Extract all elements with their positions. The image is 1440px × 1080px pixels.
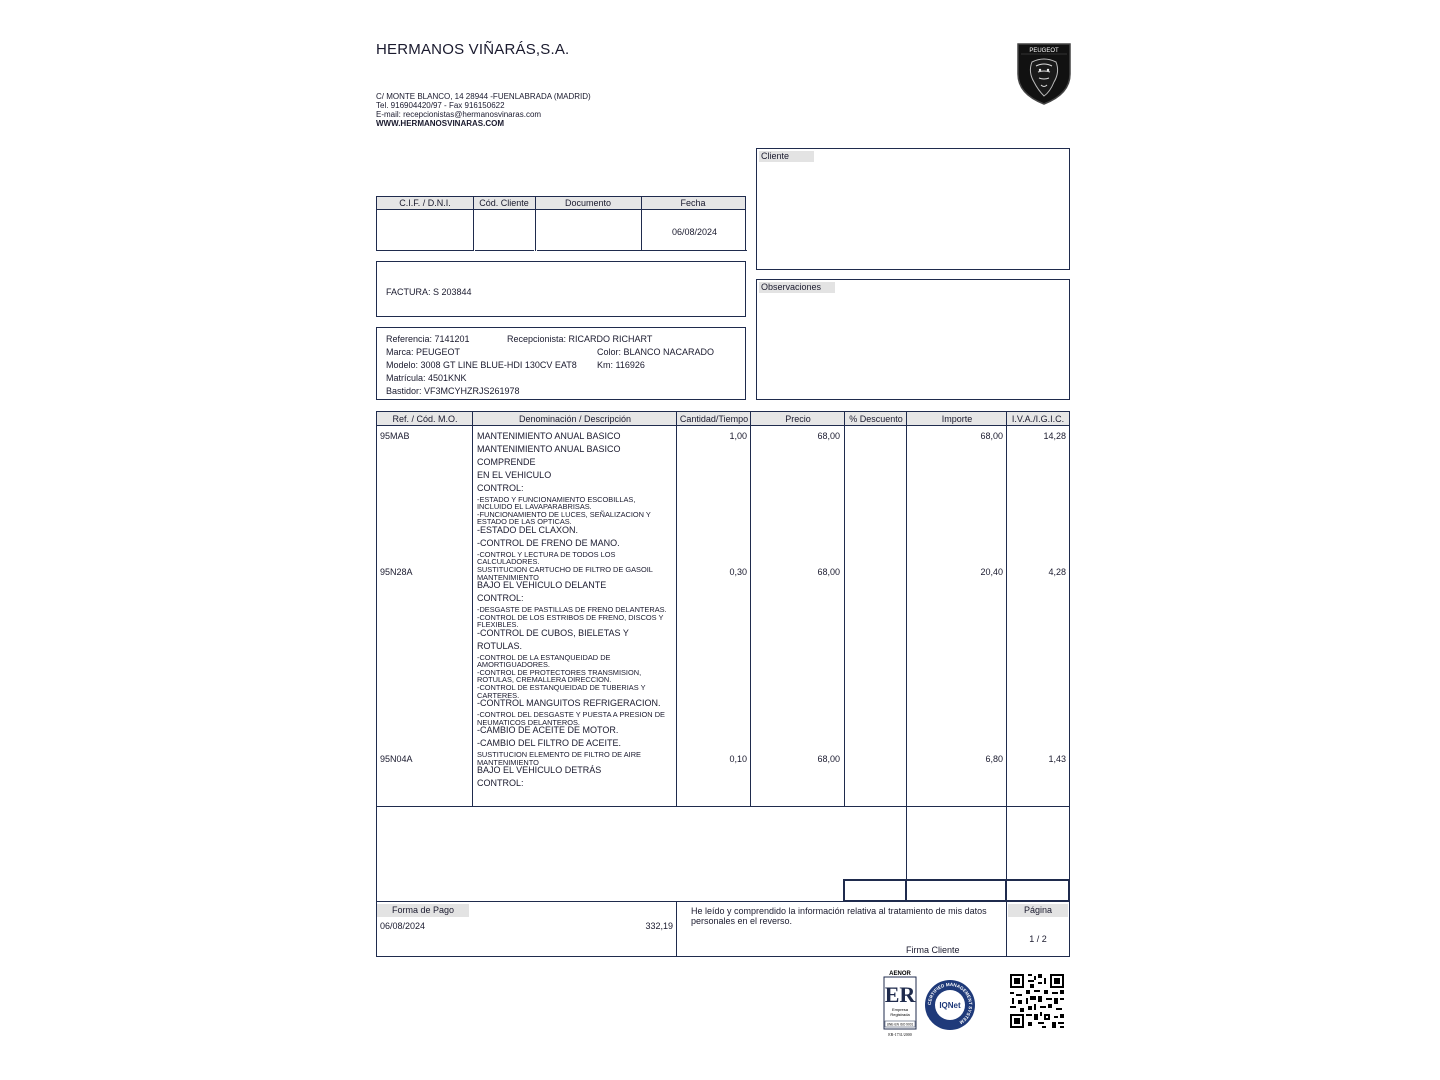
row-3-ref: 95N04A (380, 754, 413, 764)
description-line: -CONTROL DE LOS ESTRIBOS DE FRENO, DISCOS Y (477, 612, 664, 622)
col-header-discount: % Descuento (845, 412, 907, 426)
company-email: E-mail: recepcionistas@hermanosvinaras.com (376, 110, 542, 119)
description-line: -CONTROL DE LA ESTANQUEIDAD DE (477, 652, 611, 662)
id-header-cif: C.I.F. / D.N.I. (377, 197, 473, 210)
aenor-er: ER (884, 982, 916, 1007)
row-1-vat: 14,28 (1043, 431, 1066, 441)
row-1-price: 68,00 (817, 431, 840, 441)
vehicle-color: Color: BLANCO NACARADO (597, 347, 715, 357)
iqnet-ring-text: CERTIFIED MANAGEMENT SYSTEM (926, 981, 974, 1025)
description-line: -CONTROL DE FRENO DE MANO. (477, 537, 620, 548)
page-number: 1 / 2 (1029, 934, 1047, 944)
description-line: CONTROL: (477, 482, 524, 493)
description-line: -CAMBIO DE ACEITE DE MOTOR. (477, 725, 619, 736)
col-header-amount: Importe (907, 412, 1007, 426)
privacy-text-1: He leído y comprendido la información relativa al tratamiento de mis datos (691, 906, 987, 916)
id-header-document: Documento (535, 197, 641, 210)
col-header-ref: Ref. / Cód. M.O. (377, 412, 473, 426)
row-1-qty: 1,00 (729, 431, 747, 441)
description-line: -ESTADO DEL CLAXON. (477, 524, 579, 535)
description-line: INCLUIDO EL LAVAPARABRISAS. (477, 502, 592, 512)
peugeot-logo (1014, 40, 1074, 106)
description-line: -CAMBIO DEL FILTRO DE ACEITE. (477, 738, 622, 749)
vehicle-box (376, 327, 746, 400)
description-line: COMPRENDE (477, 456, 536, 467)
vehicle-km: Km: 116926 (597, 360, 645, 370)
col-header-quantity: Cantidad/Tiempo (677, 412, 751, 426)
col-header-description: Denominación / Descripción (473, 412, 677, 426)
row-2-qty: 0,30 (729, 567, 747, 577)
total-amount-box (905, 879, 1007, 902)
description-line: ESTADO DE LAS OPTICAS. (477, 517, 572, 527)
row-2-vat: 4,28 (1048, 567, 1066, 577)
page-label: Página (1008, 904, 1068, 917)
observations-box (756, 279, 1070, 400)
description-line: NEUMATICOS DELANTEROS. (477, 717, 580, 727)
vehicle-reference: Referencia: 7141201 (386, 334, 470, 344)
description-line: BAJO EL VEHICULO DETRÁS (477, 765, 602, 776)
row-3-vat: 1,43 (1048, 754, 1066, 764)
row-2-price: 68,00 (817, 567, 840, 577)
description-line: SUSTITUCION CARTUCHO DE FILTRO DE GASOIL (477, 564, 653, 574)
payment-amount: 332,19 (645, 921, 673, 931)
id-header-date: Fecha (641, 197, 745, 210)
description-line: -CONTROL DE PROTECTORES TRANSMISION, (477, 667, 642, 677)
iqnet-badge (924, 979, 976, 1031)
description-line: -DESGASTE DE PASTILLAS DE FRENO DELANTERAS. (477, 604, 667, 614)
company-web: WWW.HERMANOSVINARAS.COM (376, 119, 504, 128)
total-discount-box (843, 879, 907, 902)
id-table (376, 196, 746, 251)
description-line: EN EL VEHICULO (477, 469, 552, 480)
description-line: ROTULAS. (477, 640, 523, 651)
company-name: HERMANOS VIÑARÁS,S.A. (376, 41, 570, 58)
company-phone: Tel. 916904420/97 - Fax 916150622 (376, 101, 505, 110)
row-2-ref: 95N28A (380, 567, 413, 577)
description-line: BAJO EL VEHICULO DELANTE (477, 580, 607, 591)
observations-label: Observaciones (759, 282, 835, 293)
description-line: CALCULADORES. (477, 557, 540, 567)
aenor-norm: UNE-EN ISO 9001 (886, 1022, 914, 1027)
invoice-number: FACTURA: S 203844 (386, 287, 472, 297)
description-line: MANTENIMIENTO ANUAL BASICO (477, 443, 621, 454)
vehicle-model: Modelo: 3008 GT LINE BLUE-HDI 130CV EAT8 (386, 360, 577, 370)
row-2-amount: 20,40 (980, 567, 1003, 577)
privacy-text-2: personales en el reverso. (691, 916, 793, 926)
iqnet-text: IQNet (939, 1001, 961, 1010)
row-1-amount: 68,00 (980, 431, 1003, 441)
col-header-price: Precio (751, 412, 845, 426)
payment-date: 06/08/2024 (380, 921, 426, 931)
row-1-ref: 95MAB (380, 431, 410, 441)
description-line: AMORTIGUADORES. (477, 660, 550, 670)
description-line: -CONTROL DE ESTANQUEIDAD DE TUBERIAS Y (477, 682, 646, 692)
description-line: FLEXIBLES. (477, 620, 519, 630)
description-line: -ESTADO Y FUNCIONAMIENTO ESCOBILLAS, (477, 494, 636, 504)
qr-code (1010, 974, 1064, 1028)
vehicle-vin: Bastidor: VF3MCYHZRJS261978 (386, 386, 520, 396)
id-header-client-code: Cód. Cliente (473, 197, 535, 210)
description-line: MANTENIMIENTO (477, 572, 539, 582)
client-label: Cliente (759, 151, 814, 162)
description-line: MANTENIMIENTO (477, 757, 539, 767)
vehicle-brand: Marca: PEUGEOT (386, 347, 461, 357)
description-line: CONTROL: (477, 593, 524, 603)
aenor-title: AENOR (889, 971, 911, 977)
row-3-amount: 6,80 (985, 754, 1003, 764)
description-line: SUSTITUCION ELEMENTO DE FILTRO DE AIRE (477, 750, 641, 759)
payment-label: Forma de Pago (377, 904, 469, 917)
client-box (756, 148, 1070, 270)
description-line: -CONTROL DEL DESGASTE Y PUESTA A PRESION DE (477, 710, 665, 719)
aenor-sub1: Empresa (891, 1007, 909, 1012)
peugeot-logo-text: PEUGEOT (1029, 48, 1059, 54)
description-line: -FUNCIONAMIENTO DE LUCES, SEÑALIZACION Y (477, 509, 651, 519)
aenor-sub2: Registrada (890, 1012, 910, 1017)
signature-label: Firma Cliente (906, 945, 960, 955)
description-line: CARTERES. (477, 690, 520, 700)
total-vat-box (1005, 879, 1070, 902)
col-header-vat: I.V.A./I.G.I.C. (1007, 412, 1069, 426)
description-line: CONTROL: (477, 778, 524, 789)
description-line: -CONTROL Y LECTURA DE TODOS LOS (477, 549, 616, 559)
aenor-badge (883, 968, 917, 1038)
row-3-price: 68,00 (817, 754, 840, 764)
vehicle-plate: Matrícula: 4501KNK (386, 373, 467, 383)
vehicle-receptionist: Recepcionista: RICARDO RICHART (507, 334, 653, 344)
row-3-qty: 0,10 (729, 754, 747, 764)
invoice-box (376, 261, 746, 317)
aenor-code: ER-1731/2000 (888, 1032, 912, 1037)
description-line: -CONTROL MANGUITOS REFRIGERACION. (477, 698, 661, 709)
description-line: MANTENIMIENTO ANUAL BASICO (477, 431, 621, 441)
description-line: -CONTROL DE CUBOS, BIELETAS Y (477, 627, 629, 638)
description-line: ROTULAS, CREMALLERA DIRECCION. (477, 675, 612, 685)
id-value-date: 06/08/2024 (671, 227, 717, 237)
company-address: C/ MONTE BLANCO, 14 28944 -FUENLABRADA (MADRID) (376, 92, 591, 101)
